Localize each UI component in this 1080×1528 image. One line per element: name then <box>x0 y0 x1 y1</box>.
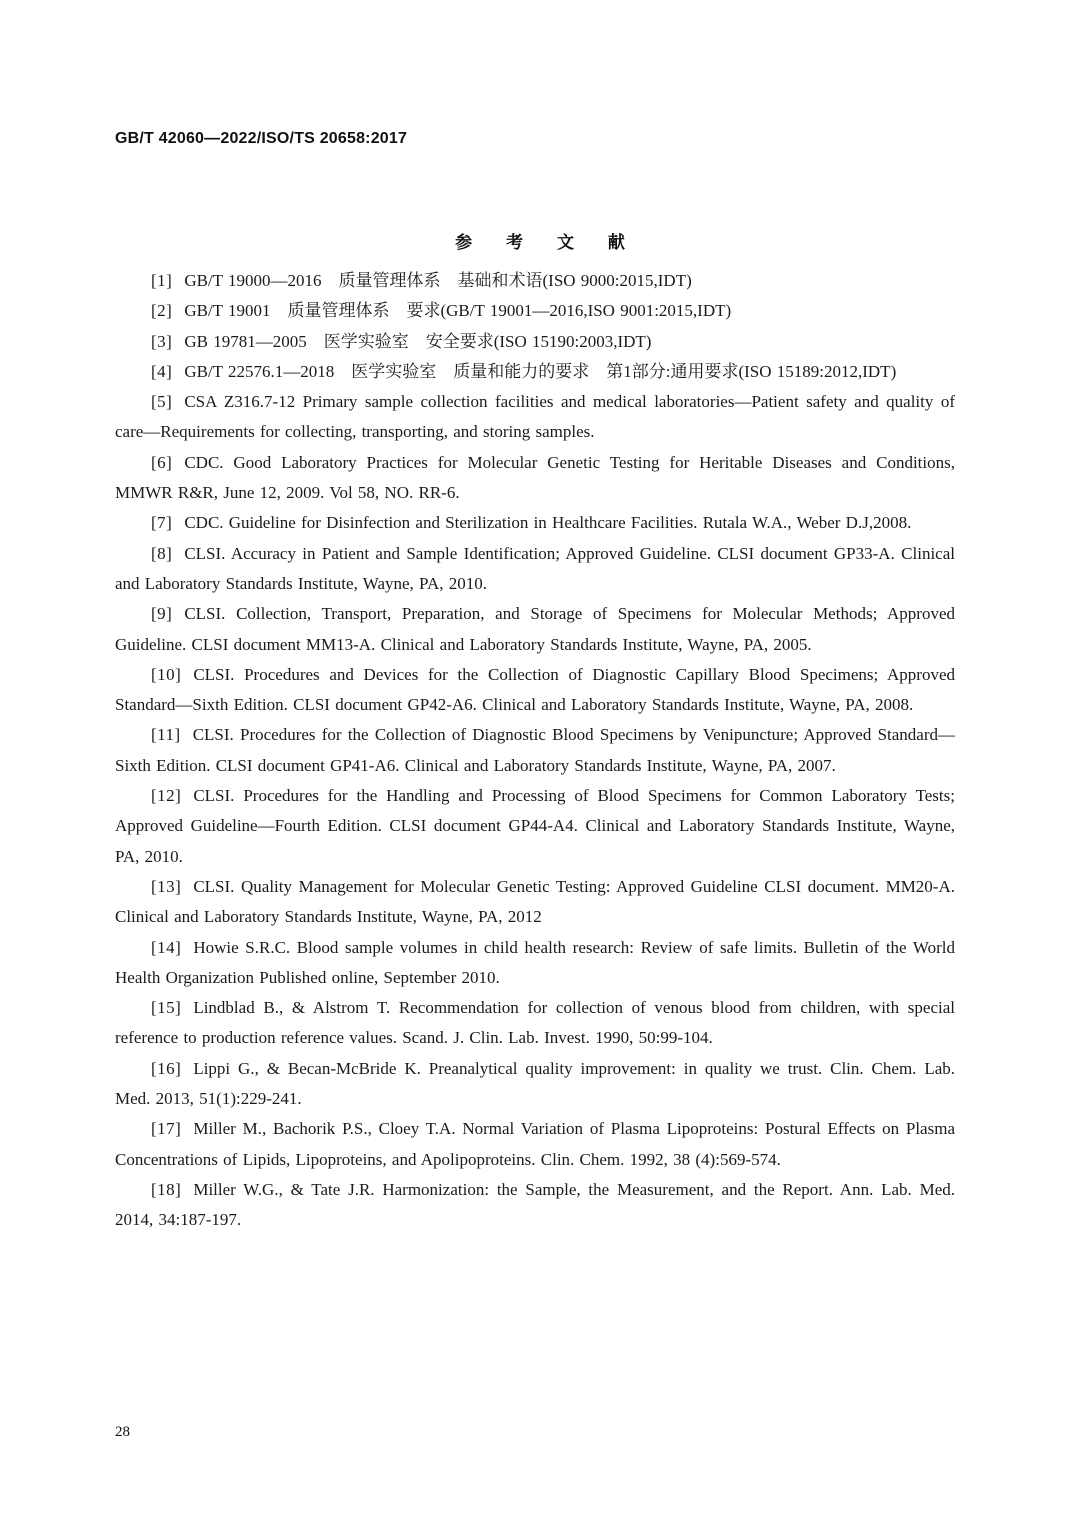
reference-number: [10] <box>151 664 182 684</box>
reference-text: CSA Z316.7-12 Primary sample collection facilities and medical laboratories—Patient safety and quality of care—Requirements for collecting, transporting, and storing samples. <box>115 392 955 442</box>
reference-number: [15] <box>151 998 182 1018</box>
reference-text: CLSI. Procedures for the Collection of Diagnostic Blood Specimens by Venipuncture; Approved Standard—Sixth Edition. CLSI document GP41-A6. Clinical and Laboratory Standards Institute, Wayne, PA, 2007. <box>115 725 955 775</box>
reference-text: Lindblad B., & Alstrom T. Recommendation for collection of venous blood from children, with special reference to production reference values. Scand. J. Clin. Lab. Invest. 1990, 50:99-104. <box>115 998 955 1048</box>
reference-list <box>115 266 955 1236</box>
reference-item <box>115 327 955 357</box>
reference-text: CLSI. Collection, Transport, Preparation, and Storage of Specimens for Molecular Methods; Approved Guideline. CLSI document MM13-A. Clinical and Laboratory Standards Institute, Wayne, PA, 2005. <box>115 604 955 654</box>
reference-number: [8] <box>151 543 173 563</box>
reference-number: [4] <box>151 361 173 381</box>
reference-item <box>115 1114 955 1175</box>
reference-text: Howie S.R.C. Blood sample volumes in child health research: Review of safe limits. Bulletin of the World Health Organization Published online, September 2010. <box>115 937 955 987</box>
reference-number: [17] <box>151 1119 182 1139</box>
reference-number: [12] <box>151 786 182 806</box>
reference-item <box>115 1054 955 1115</box>
reference-text: CDC. Guideline for Disinfection and Sterilization in Healthcare Facilities. Rutala W.A., Weber D.J,2008. <box>184 513 912 533</box>
reference-text: Miller W.G., & Tate J.R. Harmonization: the Sample, the Measurement, and the Report. Ann. Lab. Med. 2014, 34:187-197. <box>115 1179 955 1230</box>
reference-item <box>115 660 955 721</box>
reference-number: [16] <box>151 1058 182 1078</box>
reference-item <box>115 266 955 296</box>
reference-number: [14] <box>151 937 182 957</box>
reference-text: GB/T 22576.1—2018 医学实验室 质量和能力的要求 第1部分:通用要求(ISO 15189:2012,IDT) <box>184 361 897 381</box>
reference-text: GB 19781—2005 医学实验室 安全要求(ISO 15190:2003,IDT) <box>184 331 652 351</box>
reference-text: GB/T 19000—2016 质量管理体系 基础和术语(ISO 9000:2015,IDT) <box>184 271 692 290</box>
reference-text: Miller M., Bachorik P.S., Cloey T.A. Normal Variation of Plasma Lipoproteins: Postural Effects on Plasma Concentrations of Lipids, Lipoproteins, and Apolipoproteins. Clin. Chem. 1992, 38 (4):569-574. <box>115 1119 955 1169</box>
reference-number: [1] <box>151 271 173 290</box>
reference-number: [18] <box>151 1179 182 1199</box>
reference-item <box>115 508 955 538</box>
reference-text: Lippi G., & Becan-McBride K. Preanalytical quality improvement: in quality we trust. Clin. Chem. Lab. Med. 2013, 51(1):229-241. <box>115 1058 955 1109</box>
standard-header: GB/T 42060—2022/ISO/TS 20658:2017 <box>115 130 408 147</box>
reference-item <box>115 539 955 600</box>
reference-item <box>115 599 955 660</box>
reference-text: CDC. Good Laboratory Practices for Molecular Genetic Testing for Heritable Diseases and Conditions, MMWR R&R, June 12, 2009. Vol 58, NO. RR-6. <box>115 452 955 503</box>
reference-item <box>115 993 955 1054</box>
reference-item <box>115 1175 955 1236</box>
reference-number: [11] <box>151 725 181 745</box>
reference-item <box>115 781 955 872</box>
reference-item <box>115 720 955 781</box>
reference-text: CLSI. Procedures and Devices for the Collection of Diagnostic Capillary Blood Specimens; Approved Standard—Sixth Edition. CLSI document GP42-A6. Clinical and Laboratory Standards Institute, Wayne, PA, 2008. <box>115 664 955 715</box>
reference-item <box>115 448 955 509</box>
reference-number: [2] <box>151 301 173 321</box>
reference-number: [5] <box>151 392 173 412</box>
reference-text: CLSI. Procedures for the Handling and Processing of Blood Specimens for Common Laboratory Tests; Approved Guideline—Fourth Edition. CLSI document GP44-A4. Clinical and Laboratory Standards Institute, Wayne, PA, 2010. <box>115 786 955 866</box>
reference-text: GB/T 19001 质量管理体系 要求(GB/T 19001—2016,ISO 9001:2015,IDT) <box>184 301 732 321</box>
reference-item <box>115 296 955 326</box>
reference-number: [7] <box>151 513 173 533</box>
page-number: 28 <box>115 1424 130 1440</box>
reference-item <box>115 872 955 933</box>
reference-number: [6] <box>151 452 173 472</box>
bibliography-title: 参 考 文 献 <box>455 233 639 253</box>
reference-number: [3] <box>151 331 173 351</box>
reference-text: CLSI. Quality Management for Molecular Genetic Testing: Approved Guideline CLSI document. MM20-A. Clinical and Laboratory Standards Institute, Wayne, PA, 2012 <box>115 876 955 927</box>
reference-item <box>115 357 955 387</box>
reference-item <box>115 387 955 448</box>
reference-item <box>115 933 955 994</box>
reference-text: CLSI. Accuracy in Patient and Sample Identification; Approved Guideline. CLSI document GP33-A. Clinical and Laboratory Standards Institute, Wayne, PA, 2010. <box>115 543 955 593</box>
reference-number: [13] <box>151 876 182 896</box>
reference-number: [9] <box>151 604 173 624</box>
